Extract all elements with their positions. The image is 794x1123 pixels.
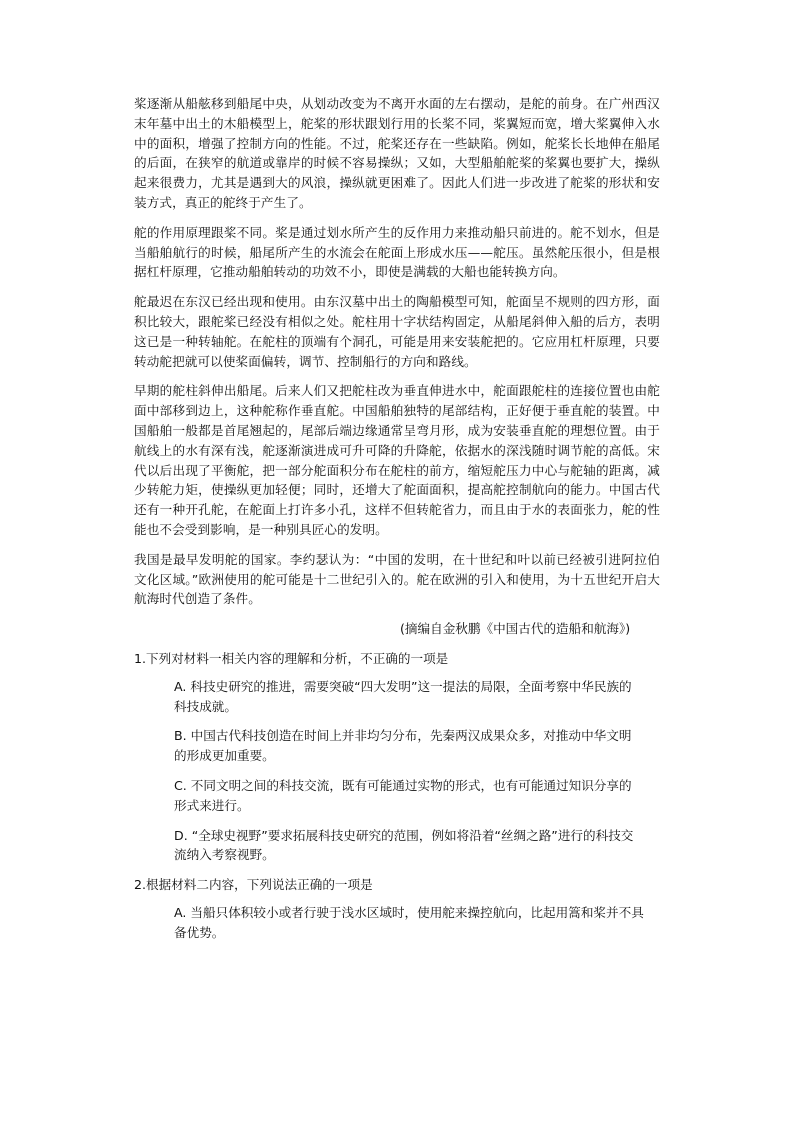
option-text: “全球史视野”要求拓展科技史研究的范围，例如将沿着“丝绸之路”进行的科技交流纳入考察视野。 <box>174 827 634 863</box>
question-2-stem: 2.根据材料二内容，下列说法正确的一项是 <box>134 877 373 893</box>
question-1-option-d <box>174 826 644 866</box>
option-letter: A. <box>174 904 187 920</box>
question-1-option-c <box>174 776 644 816</box>
question-1-option-b <box>174 726 644 766</box>
option-letter: B. <box>174 728 187 744</box>
option-letter: D. <box>174 827 188 843</box>
option-text: 科技史研究的推进，需要突破“四大发明”这一提法的局限，全面考察中华民族的科技成就。 <box>174 678 632 714</box>
passage-paragraph-5: 我国是最早发明舵的国家。李约瑟认为：“中国的发明，在十世纪和叶以前已经被引进阿拉伯文化区域。”欧洲使用的舵可能是十二世纪引入的。舵在欧洲的引入和使用，为十五世纪开启大航海时代创造了条件。 <box>134 551 660 607</box>
option-text: 中国古代科技创造在时间上并非均匀分布，先秦两汉成果众多，对推动中华文明的形成更加重要。 <box>174 728 632 764</box>
question-2-option-a <box>174 903 644 943</box>
option-text: 当船只体积较小或者行驶于浅水区域时，使用舵来操控航向，比起用篙和桨并不具备优势。 <box>174 904 644 940</box>
document-content <box>134 94 660 952</box>
passage-paragraph-4: 早期的舵柱斜伸出船尾。后来人们又把舵柱改为垂直伸进水中，舵面跟舵柱的连接位置也由舵面中部移到边上，这种舵称作垂直舵。中国船舶独特的尾部结构，正好便于垂直舵的装置。中国船舶一般都是首尾翘起的，尾部后端边缘通常呈弯月形，成为安装垂直舵的理想位置。由于航线上的水有深有浅，舵逐渐演进成可升可降的升降舵，依据水的深浅随时调节舵的高低。宋代以后出现了平衡舵，把一部分舵面积分布在舵柱的前方，缩短舵压力中心与舵轴的距离，减少转舵力矩，使操纵更加轻便；同时，还增大了舵面面积，提高舵控制航向的能力。中国古代还有一种开孔舵，在舵面上打许多小孔，这样不但转舵省力，而且由于水的表面张力，舵的性能也不会受到影响，是一种别具匠心的发明。 <box>134 383 660 537</box>
option-text: 不同文明之间的科技交流，既有可能通过实物的形式，也有可能通过知识分享的形式来进行。 <box>174 777 632 813</box>
question-1-option-a <box>174 677 644 717</box>
passage-paragraph-1: 桨逐渐从船舷移到船尾中央，从划动改变为不离开水面的左右摆动，是舵的前身。在广州西汉末年墓中出土的木船模型上，舵桨的形状跟划行用的长桨不同，桨翼短而宽，增大桨翼伸入水中的面积，增强了控制方向的性能。不过，舵桨还存在一些缺陷。例如，舵桨长长地伸在船尾的后面，在狭窄的航道或靠岸的时候不容易操纵；又如，大型船舶舵桨的桨翼也要扩大，操纵起来很费力，尤其是遇到大的风浪，操纵就更困难了。因此人们进一步改进了舵桨的形状和安装方式，真正的舵终于产生了。 <box>134 96 660 210</box>
option-letter: A. <box>174 678 187 694</box>
option-letter: C. <box>174 777 187 793</box>
passage-paragraph-2: 舵的作用原理跟桨不同。桨是通过划水所产生的反作用力来推动船只前进的。舵不划水，但是当船舶航行的时候，船尾所产生的水流会在舵面上形成水压——舵压。虽然舵压很小，但是根据杠杆原理，它推动船舶转动的功效不小，即使是满载的大船也能转换方向。 <box>134 224 660 280</box>
question-1-stem: 1.下列对材料一相关内容的理解和分析，不正确的一项是 <box>134 650 449 666</box>
passage-paragraph-3: 舵最迟在东汉已经出现和使用。由东汉墓中出土的陶船模型可知，舵面呈不规则的四方形，面积比较大，跟舵桨已经没有相似之处。舵柱用十字状结构固定，从船尾斜伸入船的后方，表明这已是一种转轴舵。在舵柱的顶端有个洞孔，可能是用来安装舵把的。它应用杠杆原理，只要转动舵把就可以使桨面偏转，调节、控制船行的方向和路线。 <box>134 294 660 369</box>
passage-source: (摘编自金秋鹏《中国古代的造船和航海》) <box>400 621 631 637</box>
